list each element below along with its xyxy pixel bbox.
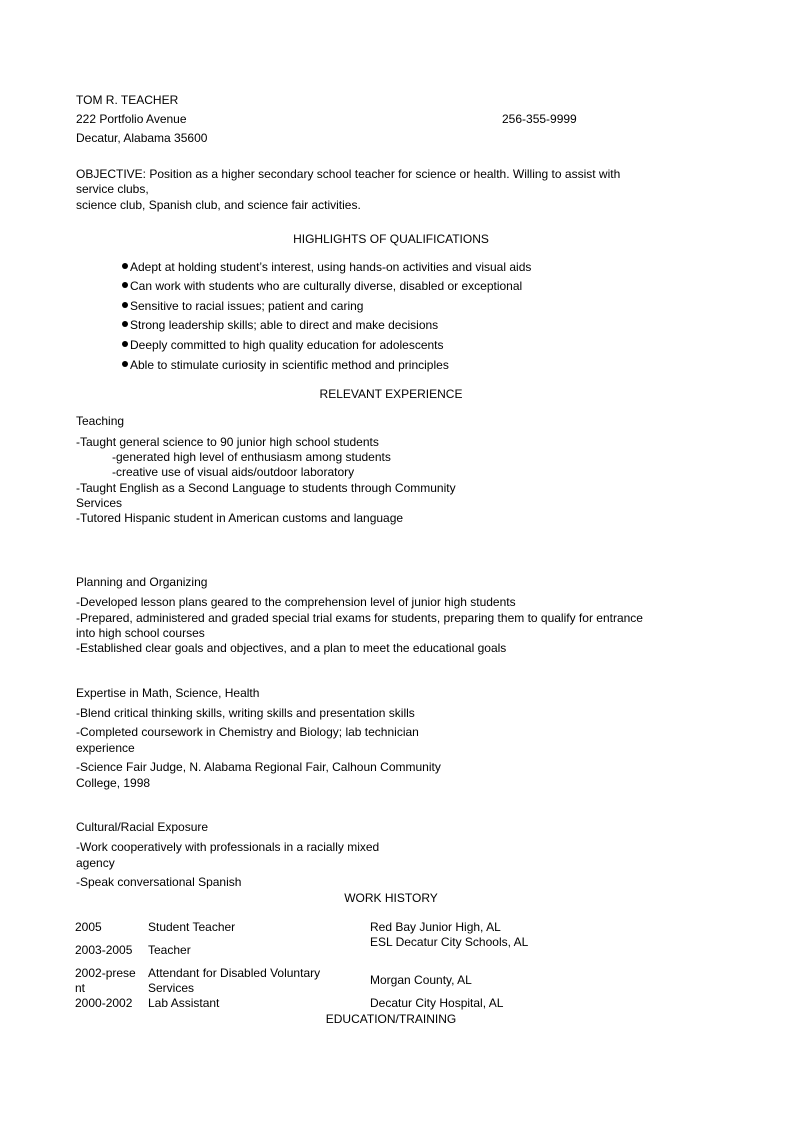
address-line-2: Decatur, Alabama 35600 xyxy=(76,131,208,145)
planning-line: into high school courses xyxy=(76,626,205,640)
cultural-title: Cultural/Racial Exposure xyxy=(76,820,209,834)
work-title: Attendant for Disabled Voluntary Services xyxy=(148,966,321,995)
address-line-1: 222 Portfolio Avenue xyxy=(76,112,187,126)
work-place: Morgan County, AL xyxy=(370,973,472,987)
planning-line: -Developed lesson plans geared to the comprehension level of junior high students xyxy=(76,595,516,609)
planning-line: -Prepared, administered and graded special trial exams for students, preparing them to qualify for entrance xyxy=(76,611,643,625)
highlight-item: Deeply committed to high quality education for adolescents xyxy=(122,338,444,353)
bullet-icon xyxy=(122,321,128,327)
highlight-item: Can work with students who are culturally diverse, disabled or exceptional xyxy=(122,279,522,294)
highlight-item: Adept at holding student’s interest, using hands-on activities and visual aids xyxy=(122,260,531,275)
teaching-title: Teaching xyxy=(76,414,125,428)
expertise-line: -Blend critical thinking skills, writing skills and presentation skills xyxy=(76,706,415,720)
highlights-heading: HIGHLIGHTS OF QUALIFICATIONS xyxy=(293,232,489,246)
objective-line-3: science club, Spanish club, and science fair activities. xyxy=(76,198,361,212)
work-year: 2002-present xyxy=(75,966,136,995)
teaching-line: Services xyxy=(76,496,123,510)
teaching-line: -Taught general science to 90 junior high school students xyxy=(76,435,379,449)
highlight-item: Strong leadership skills; able to direct and make decisions xyxy=(122,318,438,333)
work-place: ESL Decatur City Schools, AL xyxy=(370,935,529,949)
expertise-line: experience xyxy=(76,741,135,755)
teaching-line: -Taught English as a Second Language to students through Community xyxy=(76,481,456,495)
phone-number: 256-355-9999 xyxy=(502,112,577,126)
bullet-icon xyxy=(122,282,128,288)
teaching-line: -Tutored Hispanic student in American customs and language xyxy=(76,511,404,525)
cultural-line: -Work cooperatively with professionals in a racially mixed xyxy=(76,840,380,854)
work-place: Decatur City Hospital, AL xyxy=(370,996,504,1010)
teaching-line: -creative use of visual aids/outdoor laboratory xyxy=(112,465,355,479)
cultural-line: agency xyxy=(76,856,115,870)
work-place: Red Bay Junior High, AL xyxy=(370,920,501,934)
highlight-item: Able to stimulate curiosity in scientific method and principles xyxy=(122,358,449,373)
bullet-icon xyxy=(122,361,128,367)
work-title: Teacher xyxy=(148,943,191,957)
work-history-heading: WORK HISTORY xyxy=(344,891,438,905)
experience-heading: RELEVANT EXPERIENCE xyxy=(319,387,463,401)
highlight-item: Sensitive to racial issues; patient and caring xyxy=(122,299,363,314)
planning-line: -Established clear goals and objectives, and a plan to meet the educational goals xyxy=(76,641,507,655)
bullet-icon xyxy=(122,263,128,269)
expertise-title: Expertise in Math, Science, Health xyxy=(76,686,260,700)
expertise-line: College, 1998 xyxy=(76,776,151,790)
bullet-icon xyxy=(122,302,128,308)
work-year: 2005 xyxy=(75,920,102,934)
work-year: 2003-2005 xyxy=(75,943,133,957)
objective-line-1: OBJECTIVE: Position as a higher secondary school teacher for science or health. Willing to assist with xyxy=(76,167,621,181)
teaching-line: -generated high level of enthusiasm among students xyxy=(112,450,391,464)
planning-title: Planning and Organizing xyxy=(76,575,208,589)
expertise-line: -Science Fair Judge, N. Alabama Regional Fair, Calhoun Community xyxy=(76,760,441,774)
objective-line-2: service clubs, xyxy=(76,182,149,196)
work-title: Lab Assistant xyxy=(148,996,220,1010)
cultural-line: -Speak conversational Spanish xyxy=(76,875,242,889)
work-year: 2000-2002 xyxy=(75,996,133,1010)
bullet-icon xyxy=(122,341,128,347)
expertise-line: -Completed coursework in Chemistry and Biology; lab technician xyxy=(76,725,419,739)
education-heading: EDUCATION/TRAINING xyxy=(325,1012,457,1026)
candidate-name: TOM R. TEACHER xyxy=(76,93,179,107)
work-title: Student Teacher xyxy=(148,920,236,934)
